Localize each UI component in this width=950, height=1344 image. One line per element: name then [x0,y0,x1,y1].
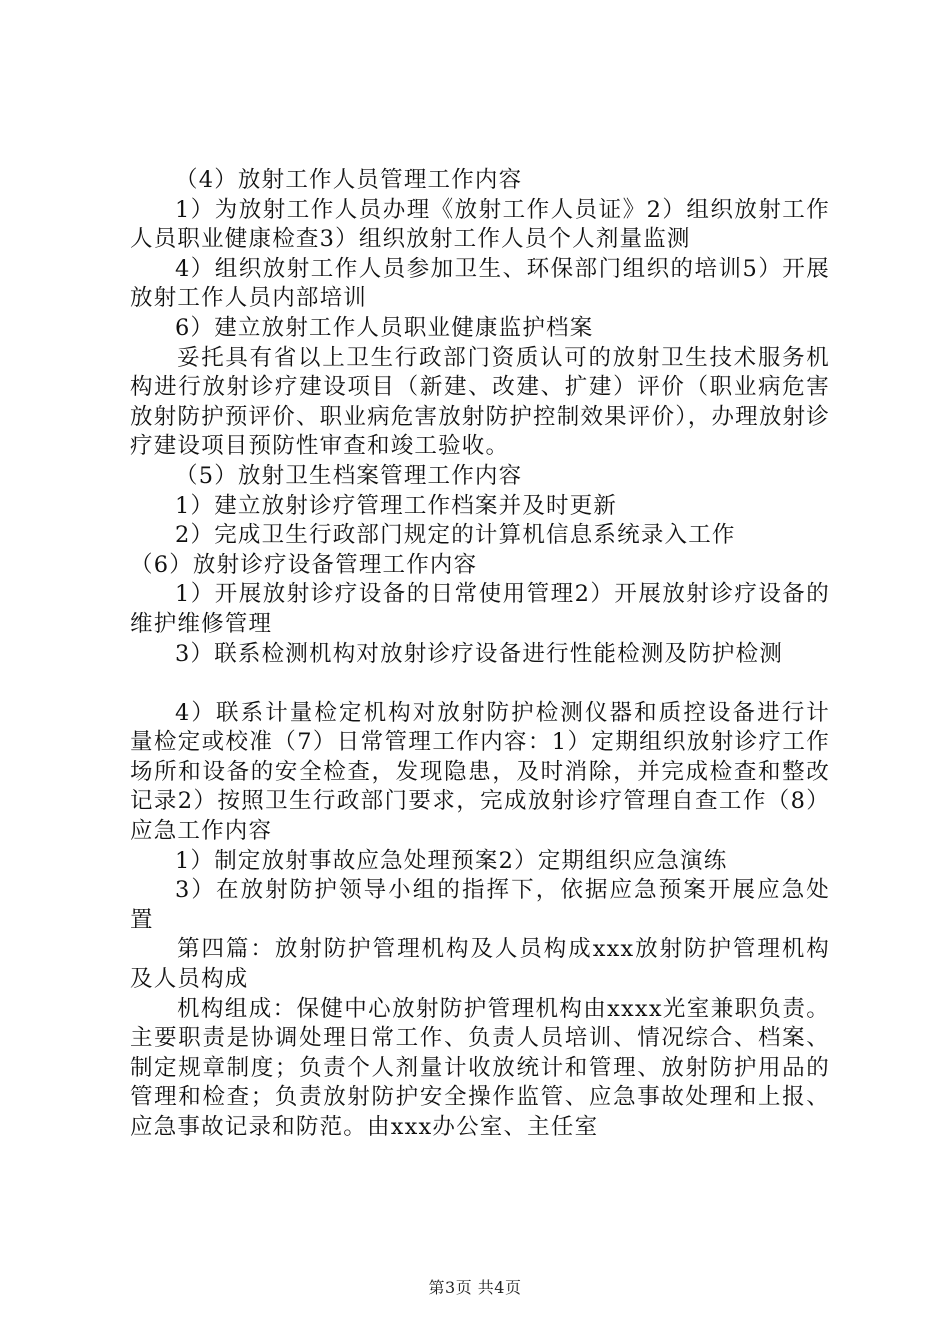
section-heading-4: （4）放射工作人员管理工作内容 [175,167,523,193]
paragraph: 4）组织放射工作人员参加卫生、环保部门组织的培训5）开展放射工作人员内部培训 [130,255,830,312]
paragraph: 6）建立放射工作人员职业健康监护档案 [175,314,594,341]
paragraph: 1）为放射工作人员办理《放射工作人员证》2）组织放射工作人员职业健康检查3）组织放射工作人员个人剂量监测 [130,196,830,253]
paragraph: 1）建立放射诊疗管理工作档案并及时更新 [175,492,618,519]
chapter-heading: 第四篇：放射防护管理机构及人员构成xxx放射防护管理机构及人员构成 [130,936,830,993]
section-heading-6: （6）放射诊疗设备管理工作内容 [130,551,478,578]
page-footer: 第3页 共4页 [428,1278,522,1297]
paragraph: 机构组成：保健中心放射防护管理机构由xxxx光室兼职负责。主要职责是协调处理日常工作、负责人员培训、情况综合、档案、制定规章制度；负责个人剂量计收放统计和管理、放射防护用品的管理和检查；负责放射防护安全操作监管、应急事故处理和上报、应急事故记录和防范。由xxx办公室、主任室 [130,995,830,1140]
blank-line [130,669,830,699]
paragraph: 1）开展放射诊疗设备的日常使用管理2）开展放射诊疗设备的维护维修管理 [130,581,830,637]
document-body [130,166,830,1143]
paragraph: 4）联系计量检定机构对放射防护检测仪器和质控设备进行计量检定或校准（7）日常管理工作内容：1）定期组织放射诊疗工作场所和设备的安全检查，发现隐患，及时消除，并完成检查和整改记录2）按照卫生行政部门要求，完成放射诊疗管理自查工作（8）应急工作内容 [130,699,830,845]
paragraph: 2）完成卫生行政部门规定的计算机信息系统录入工作 [175,522,736,549]
paragraph: 3）联系检测机构对放射诊疗设备进行性能检测及防护检测 [175,640,784,667]
paragraph: 妥托具有省以上卫生行政部门资质认可的放射卫生技术服务机构进行放射诊疗建设项目（新建、改建、扩建）评价（职业病危害放射防护预评价、职业病危害放射防护控制效果评价），办理放射诊疗建设项目预防性审查和竣工验收。 [130,344,830,460]
paragraph: 1）制定放射事故应急处理预案2）定期组织应急演练 [175,847,728,874]
section-heading-5: （5）放射卫生档案管理工作内容 [175,462,523,489]
paragraph: 3）在放射防护领导小组的指挥下，依据应急预案开展应急处置 [130,877,830,933]
